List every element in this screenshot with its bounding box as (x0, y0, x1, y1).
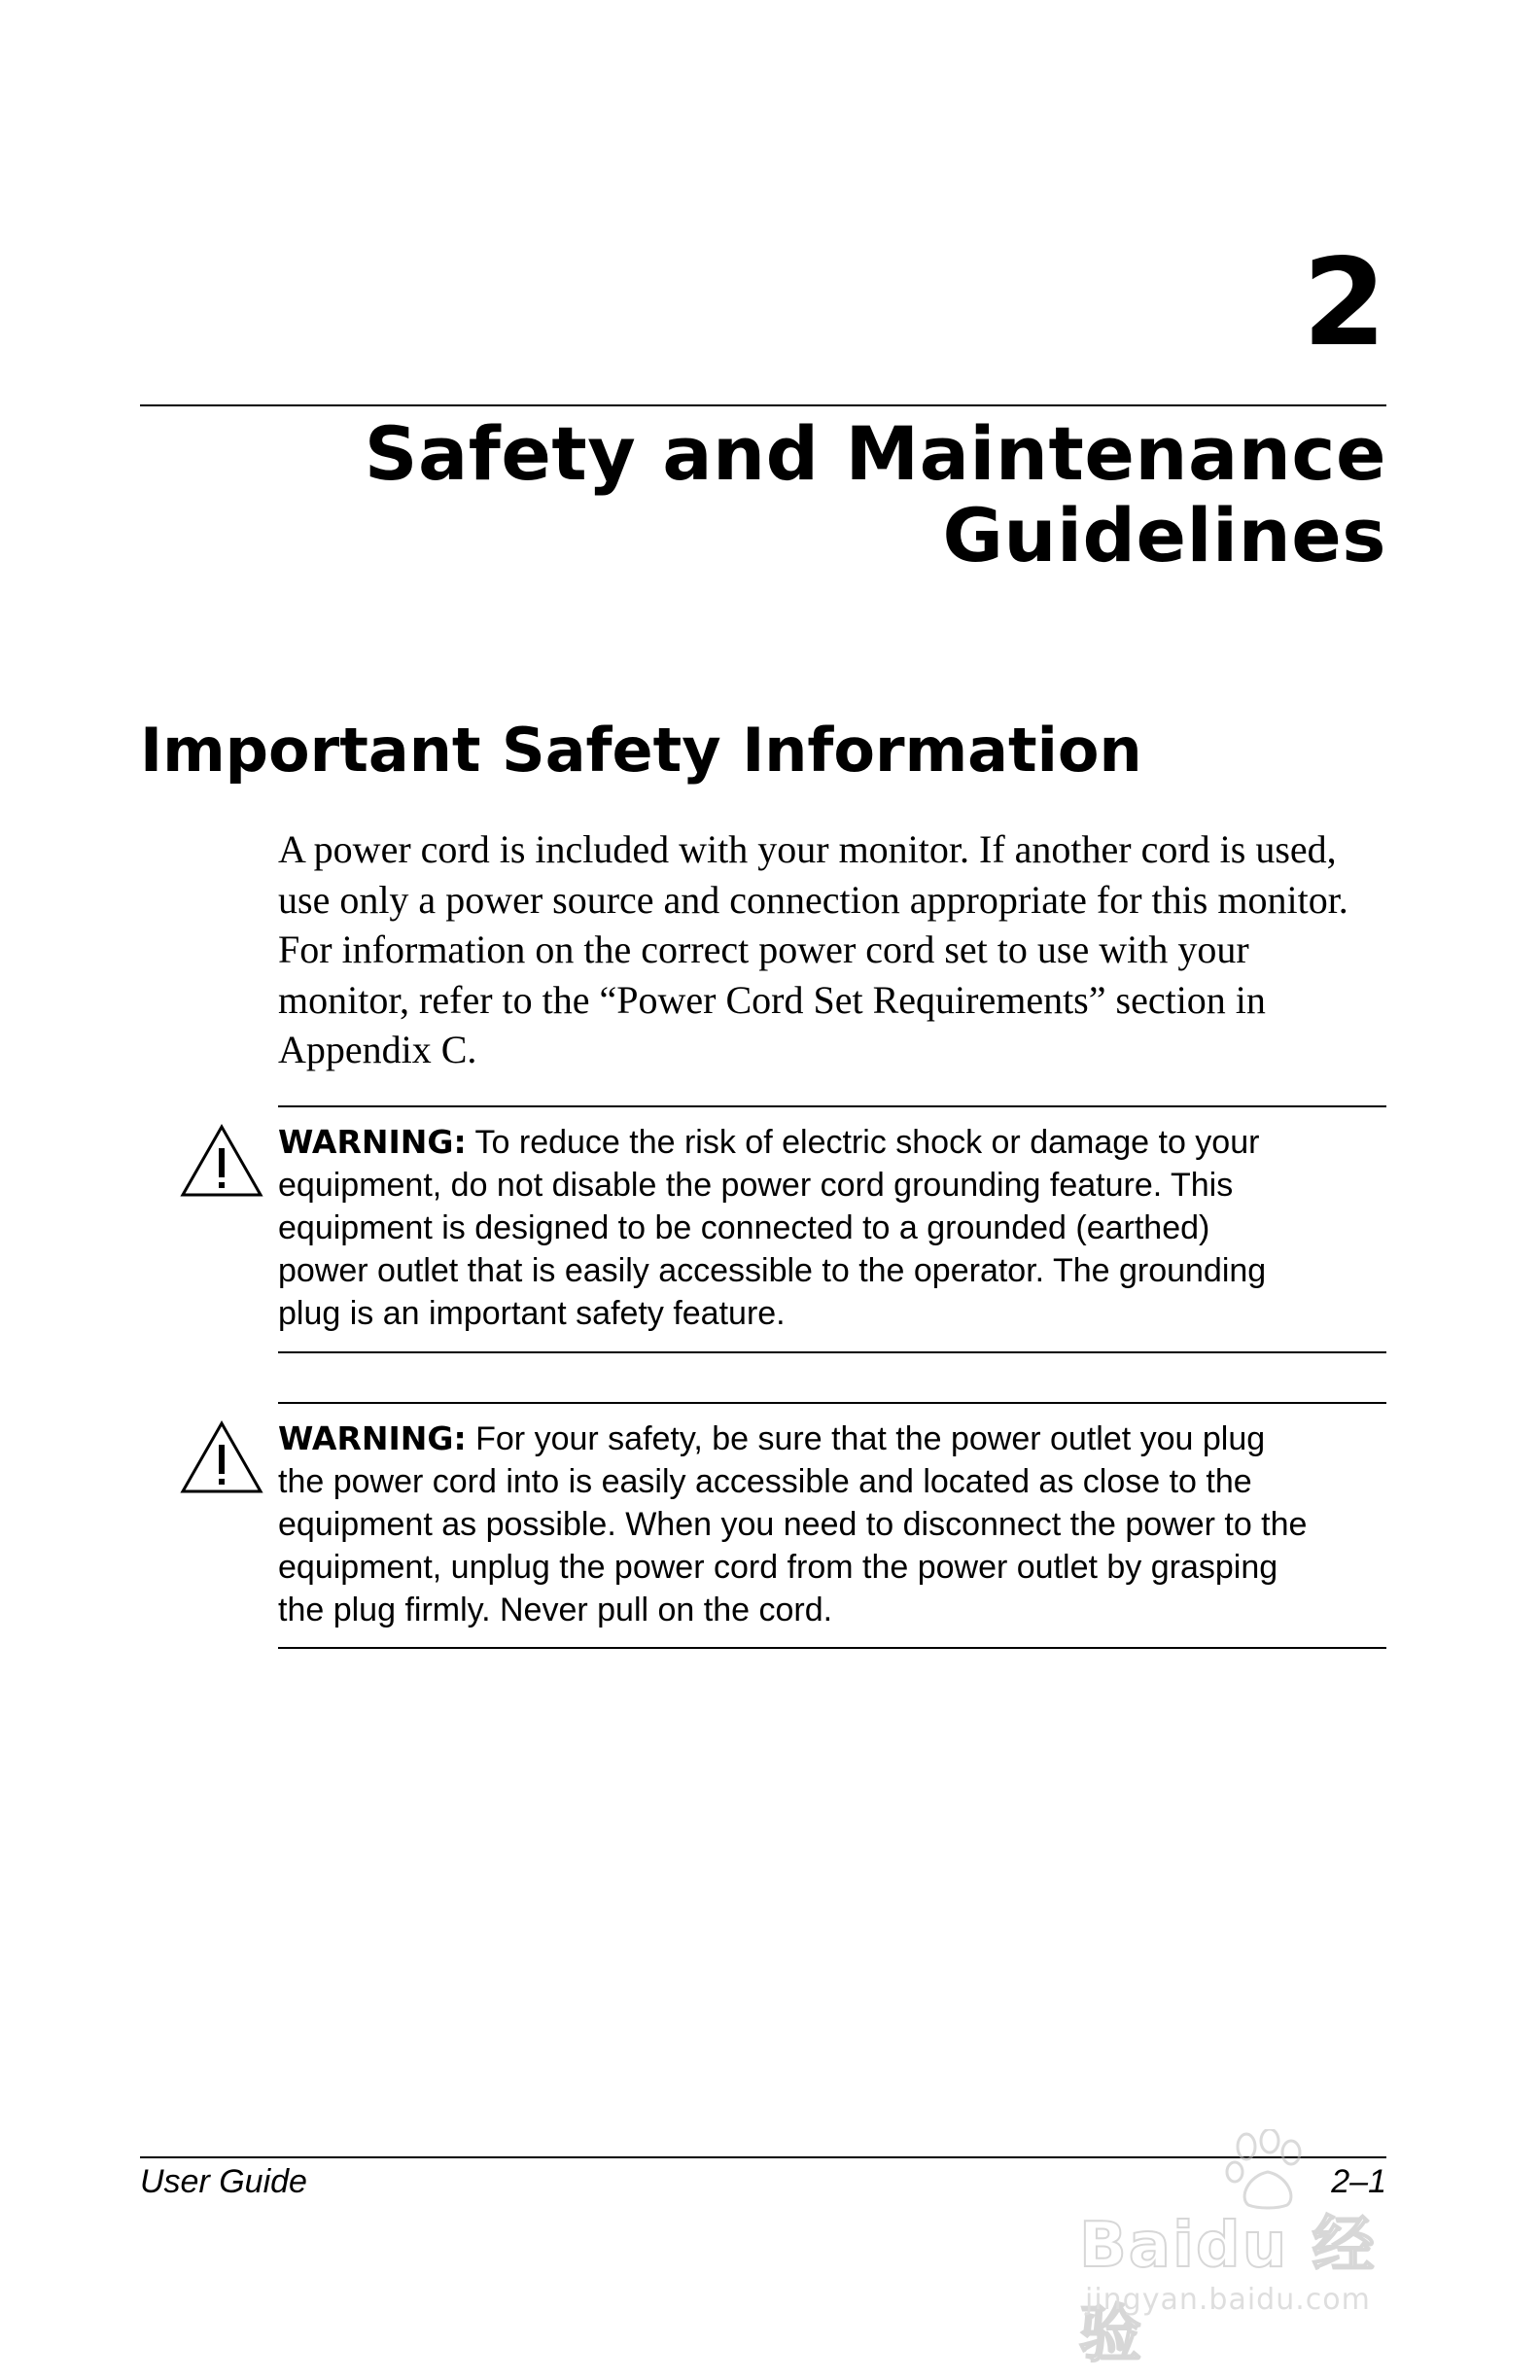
warning-triangle-icon (179, 1419, 264, 1495)
warning-box-1 (278, 1105, 1386, 1353)
warning-box-2 (278, 1402, 1386, 1649)
chapter-number: 2 (1302, 233, 1386, 373)
chapter-divider (140, 404, 1386, 406)
watermark-url: jingyan.baidu.com (1085, 2283, 1371, 2317)
warning-body: For your safety, be sure that the power outlet you plug the power cord into is easily accessible and located as close to the equipment as possible. When you need to disconnect the power to the equipment, unplug the power cord from the power outlet by grasping the plug firmly. Never pull on the cord. (278, 1420, 1308, 1628)
baidu-watermark (1079, 2129, 1439, 2371)
watermark-brand: Baidu 经验 (1079, 2210, 1377, 2371)
footer-page-number: 2–1 (1331, 2163, 1386, 2200)
warning-triangle-icon (179, 1123, 264, 1199)
warning-label: WARNING: (278, 1123, 467, 1161)
chapter-title-line-1: Safety and Maintenance (364, 410, 1386, 497)
chapter-title-line-2: Guidelines (942, 492, 1386, 578)
warning-text-2 (278, 1418, 1309, 1631)
safety-paragraph: A power cord is included with your monitor. If another cord is used, use only a power source and connection appropriate for this monitor. For information on the correct power cord set to use with your monitor, refer to the “Power Cord Set Requirements” section in Appendix C. (278, 827, 1348, 1071)
warning-label: WARNING: (278, 1419, 467, 1457)
chapter-title (220, 410, 1386, 578)
footer-document-title: User Guide (140, 2163, 307, 2200)
section-heading: Important Safety Information (140, 715, 1142, 786)
warning-text-1 (278, 1121, 1309, 1335)
warning-body: To reduce the risk of electric shock or damage to your equipment, do not disable the power cord grounding feature. This equipment is designed to be connected to a grounded (earthed) power outlet that is easily accessible to the operator. The grounding plug is an important safety feature. (278, 1124, 1267, 1332)
